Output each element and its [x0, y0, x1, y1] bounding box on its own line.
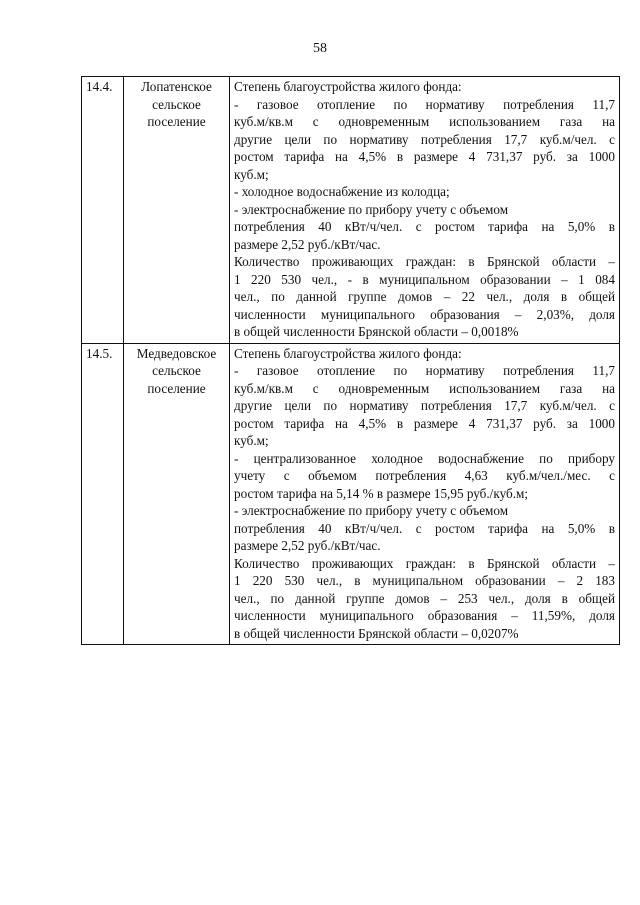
- settlement-name: [124, 77, 230, 344]
- description-line: в общей численности Брянской области – 0,0018%: [234, 324, 519, 339]
- settlement-name-line: поселение: [147, 114, 206, 129]
- description-line: - холодное водоснабжение из колодца;: [234, 184, 450, 199]
- description-line: куб.м;: [234, 166, 269, 182]
- settlement-name-line: сельское: [152, 363, 201, 378]
- page-number: 58: [313, 41, 327, 56]
- settlement-name-line: сельское: [152, 96, 201, 112]
- description-line: - электроснабжение по прибору учету с объемом: [234, 503, 509, 518]
- settlement-name: [124, 343, 230, 645]
- settlement-name-line: Медведовское: [136, 345, 217, 361]
- description-line: численности муниципального образования – 11,59%, доля: [234, 608, 615, 623]
- description-line: потребления 40 кВт/ч/чел. с ростом тарифа на 5,0% в: [234, 219, 615, 234]
- description-line: - централизованное холодное водоснабжение по прибору: [234, 450, 615, 466]
- settlement-description: [230, 343, 620, 645]
- description-line: численности муниципального образования – 2,03%, доля: [234, 306, 615, 322]
- settlements-table: [81, 76, 620, 645]
- settlement-name-line: поселение: [147, 380, 206, 396]
- table-row: [82, 77, 620, 344]
- description-line: - газовое отопление по нормативу потребления 11,7: [234, 363, 615, 378]
- settlement-description: [230, 77, 620, 344]
- description-line: в общей численности Брянской области – 0,0207%: [234, 625, 519, 641]
- description-line: 1 220 530 чел., в муниципальном образовании – 2 183: [234, 573, 615, 588]
- description-line: куб.м/кв.м с одновременным использованием газа на: [234, 380, 615, 396]
- description-line: ростом тарифа на 4,5% в размере 4 731,37 руб. за 1000: [234, 149, 615, 164]
- row-number: 14.5.: [82, 343, 124, 645]
- description-line: потребления 40 кВт/ч/чел. с ростом тарифа на 5,0% в: [234, 520, 615, 536]
- description-line: другие цели по нормативу потребления 17,7 куб.м/чел. с: [234, 398, 615, 413]
- description-line: Степень благоустройства жилого фонда:: [234, 79, 462, 94]
- description-line: куб.м/кв.м с одновременным использованием газа на: [234, 114, 615, 129]
- description-line: куб.м;: [234, 433, 269, 448]
- description-line: ростом тарифа на 5,14 % в размере 15,95 руб./куб.м;: [234, 485, 529, 501]
- description-line: размере 2,52 руб./кВт/час.: [234, 538, 381, 553]
- description-line: ростом тарифа на 4,5% в размере 4 731,37 руб. за 1000: [234, 415, 615, 431]
- table-row: [82, 343, 620, 645]
- description-line: Количество проживающих граждан: в Брянской области –: [234, 254, 615, 269]
- description-line: 1 220 530 чел., - в муниципальном образовании – 1 084: [234, 271, 615, 287]
- row-number: 14.4.: [82, 77, 124, 344]
- description-line: Степень благоустройства жилого фонда:: [234, 345, 462, 361]
- settlement-name-line: Лопатенское: [141, 79, 212, 94]
- description-line: - электроснабжение по прибору учету с объемом: [234, 201, 509, 217]
- description-line: чел., по данной группе домов – 22 чел., доля в общей: [234, 289, 615, 304]
- description-line: Количество проживающих граждан: в Брянской области –: [234, 555, 615, 571]
- description-line: учету с объемом потребления 4,63 куб.м/чел./мес. с: [234, 468, 615, 483]
- description-line: другие цели по нормативу потребления 17,7 куб.м/чел. с: [234, 131, 615, 147]
- description-line: чел., по данной группе домов – 253 чел., доля в общей: [234, 590, 615, 606]
- description-line: размере 2,52 руб./кВт/час.: [234, 236, 381, 252]
- description-line: - газовое отопление по нормативу потребления 11,7: [234, 96, 615, 112]
